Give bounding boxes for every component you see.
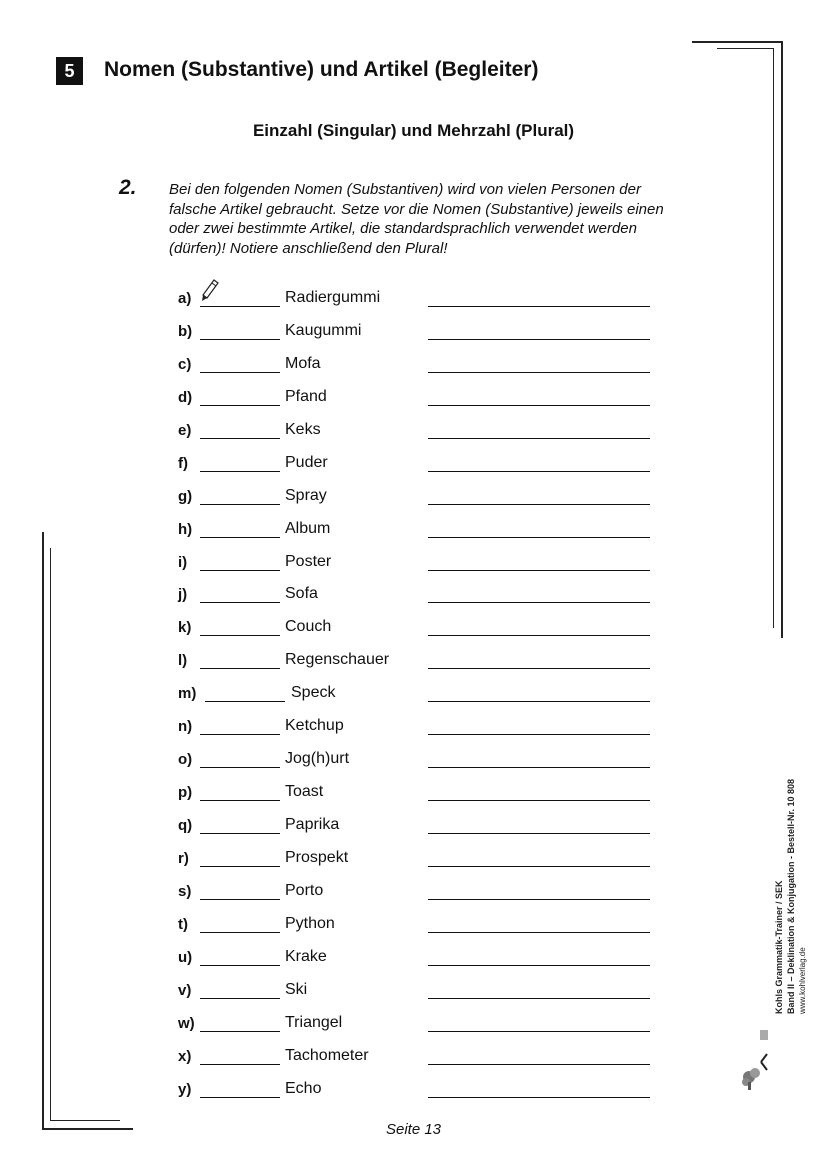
noun-word: Porto [285,881,324,899]
plural-answer-line[interactable] [428,602,650,603]
plural-answer-line[interactable] [428,932,650,933]
exercise-row [178,908,658,941]
item-letter: g) [178,487,193,505]
item-letter: k) [178,619,192,637]
noun-word: Toast [285,783,324,801]
exercise-row [178,414,658,447]
item-letter: m) [178,685,197,703]
exercise-row [178,315,658,348]
article-blank-line[interactable] [200,965,280,966]
article-blank-line[interactable] [200,471,280,472]
item-letter: q) [178,817,193,834]
plural-answer-line[interactable] [428,965,650,966]
frame-left-outer [42,532,44,1130]
noun-word: Echo [285,1079,322,1097]
section-subtitle: Einzahl (Singular) und Mehrzahl (Plural) [252,121,575,140]
article-blank-line[interactable] [200,635,280,636]
noun-word: Mofa [285,354,321,372]
item-letter: f) [178,454,188,472]
noun-word: Keks [285,420,321,438]
sidebar-line-3: www.kohlverlag.de [798,947,807,1014]
noun-word: Sofa [285,585,318,603]
noun-word: Triangel [285,1013,343,1031]
article-blank-line[interactable] [200,339,280,340]
item-letter: w) [178,1014,195,1032]
plural-answer-line[interactable] [428,701,650,702]
exercise-row [178,348,658,381]
noun-word: Radiergummi [285,289,381,306]
frame-left-inner [50,548,51,1120]
plural-answer-line[interactable] [428,998,650,999]
plural-answer-line[interactable] [428,734,650,735]
instruction-line: (dürfen)! Notiere anschließend den Plural! [169,239,448,257]
article-blank-line[interactable] [200,1064,280,1065]
plural-answer-line[interactable] [428,767,650,768]
plural-answer-line[interactable] [428,339,650,340]
item-letter: v) [178,981,192,999]
noun-word: Couch [285,618,332,636]
noun-word: Tachometer [285,1046,369,1064]
exercise-list [178,282,658,1105]
exercise-row [178,677,658,710]
plural-answer-line[interactable] [428,1097,650,1098]
item-letter: l) [178,652,188,670]
publisher-sidebar [773,724,809,1014]
plural-answer-line[interactable] [428,1064,650,1065]
plural-answer-line[interactable] [428,306,650,307]
plural-answer-line[interactable] [428,570,650,571]
noun-word: Album [285,519,331,537]
exercise-row [178,941,658,974]
noun-word: Ketchup [285,717,344,735]
article-blank-line[interactable] [200,438,280,439]
plural-answer-line[interactable] [428,504,650,505]
item-letter: n) [178,718,193,736]
article-blank-line[interactable] [200,570,280,571]
article-blank-line[interactable] [200,668,280,669]
item-letter: b) [178,322,193,340]
item-letter: e) [178,421,192,439]
exercise-row [178,381,658,414]
instruction-line: falsche Artikel gebraucht. Setze vor die Nomen (Substantive) jeweils einen [169,200,664,218]
exercise-row [178,447,658,480]
exercise-row [178,1040,658,1073]
noun-word: Jog(h)urt [285,750,350,768]
frame-top-inner [717,48,773,49]
exercise-row [178,513,658,546]
item-letter: d) [178,388,193,406]
chapter-title: Nomen (Substantive) und Artikel (Begleiter) [104,58,539,81]
sidebar-line-1: Kohls Grammatik-Trainer / SEK [774,880,784,1014]
plural-answer-line[interactable] [428,833,650,834]
article-blank-line[interactable] [200,767,280,768]
item-letter: t) [178,915,188,933]
item-letter: j) [178,586,188,604]
noun-word: Poster [285,552,332,570]
article-blank-line[interactable] [200,1031,280,1032]
exercise-row [178,842,658,875]
plural-answer-line[interactable] [428,635,650,636]
noun-word: Spray [285,486,327,504]
exercise-row [178,710,658,743]
task-instructions [169,180,709,258]
sidebar-line-2: Band II – Deklination & Konjugation - Bestell-Nr. 10 808 [786,778,796,1014]
exercise-row [178,480,658,513]
article-blank-line[interactable] [200,800,280,801]
frame-top-outer [692,41,783,43]
plural-answer-line[interactable] [428,668,650,669]
chapter-number-badge: 5 [56,57,83,85]
plural-answer-line[interactable] [428,1031,650,1032]
article-blank-line[interactable] [200,899,280,900]
exercise-row [178,644,658,677]
item-letter: i) [178,553,188,571]
exercise-row [178,578,658,611]
noun-word: Speck [291,684,336,702]
noun-word: Puder [285,453,328,471]
article-blank-line[interactable] [200,602,280,603]
plural-answer-line[interactable] [428,405,650,406]
exercise-row [178,875,658,908]
exercise-row [178,776,658,809]
noun-word: Pfand [285,387,327,405]
noun-word: Regenschauer [285,651,390,669]
article-blank-line[interactable] [200,866,280,867]
article-blank-line[interactable] [200,932,280,933]
noun-word: Kaugummi [285,321,362,339]
item-letter: u) [178,948,193,966]
article-blank-line[interactable] [200,734,280,735]
noun-word: Krake [285,947,327,965]
noun-word: Paprika [285,816,340,833]
exercise-row [178,809,658,842]
kohl-verlag-logo [741,1028,771,1092]
instruction-line: Bei den folgenden Nomen (Substantiven) wird von vielen Personen der [169,181,641,198]
article-blank-line[interactable] [200,306,280,307]
exercise-row [178,611,658,644]
article-blank-line[interactable] [200,537,280,538]
plural-answer-line[interactable] [428,438,650,439]
exercise-row [178,974,658,1007]
article-blank-line[interactable] [205,701,285,702]
exercise-row [178,1007,658,1040]
item-letter: h) [178,520,193,538]
item-letter: o) [178,751,193,769]
noun-word: Prospekt [285,848,349,866]
item-letter: c) [178,355,192,373]
item-letter: s) [178,882,192,900]
item-letter: y) [178,1080,192,1098]
article-blank-line[interactable] [200,372,280,373]
article-blank-line[interactable] [200,1097,280,1098]
article-blank-line[interactable] [200,405,280,406]
plural-answer-line[interactable] [428,866,650,867]
noun-word: Ski [285,980,308,998]
exercise-row [178,1073,658,1106]
plural-answer-line[interactable] [428,899,650,900]
noun-word: Python [285,914,335,932]
article-blank-line[interactable] [200,504,280,505]
plural-answer-line[interactable] [428,372,650,373]
plural-answer-line[interactable] [428,800,650,801]
article-blank-line[interactable] [200,833,280,834]
item-letter: x) [178,1047,192,1065]
page-number: Seite 13 [385,1121,442,1138]
item-letter: a) [178,290,192,307]
exercise-row [178,546,658,579]
article-blank-line[interactable] [200,998,280,999]
pencil-icon [201,278,221,304]
plural-answer-line[interactable] [428,537,650,538]
exercise-row [178,282,658,315]
plural-answer-line[interactable] [428,471,650,472]
instruction-line: oder zwei bestimmte Artikel, die standardsprachlich verwendet werden [169,220,637,238]
item-letter: r) [178,849,189,867]
exercise-row [178,743,658,776]
item-letter: p) [178,784,193,802]
task-number: 2. [119,176,137,199]
